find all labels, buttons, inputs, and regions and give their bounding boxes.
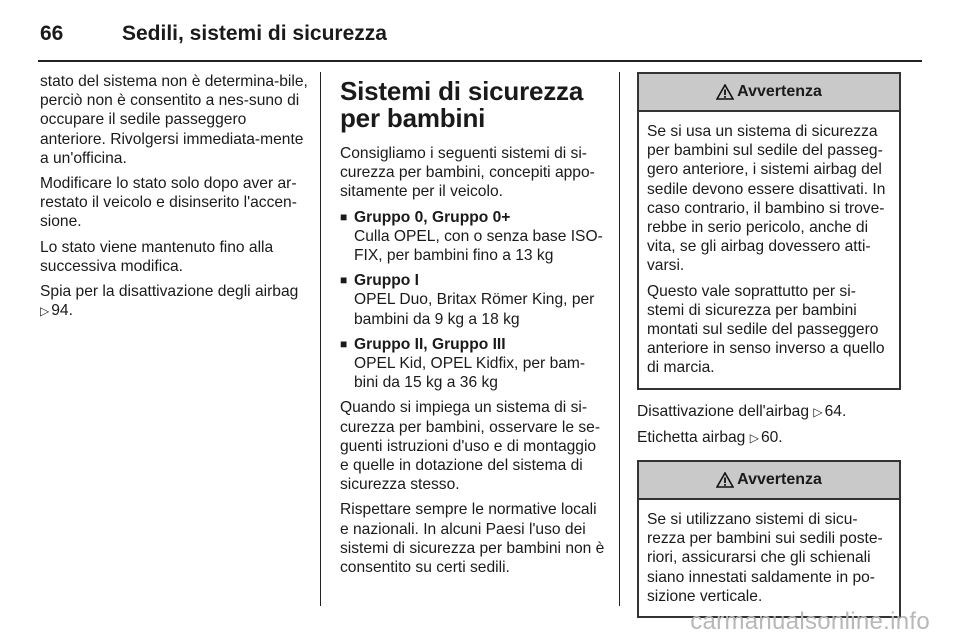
page-ref-arrow-icon: ▷ (749, 430, 759, 445)
list-item-text: OPEL Duo, Britax Römer King, per bambini da 9 kg a 18 kg (354, 291, 595, 328)
column-1 (40, 72, 308, 327)
watermark: carmanualsonline.info (690, 608, 930, 635)
paragraph: Quando si impiega un sistema di si-curezza per bambini, osservare le se-guenti istruzioni d'uso e di montaggio e quelle in dotazione del sistema di sicurezza stesso. (340, 399, 601, 494)
bullet-icon: ■ (340, 273, 348, 288)
page-ref-arrow-icon: ▷ (40, 304, 50, 319)
list-item-text: OPEL Kid, OPEL Kidfix, per bam-bini da 15 kg a 36 kg (354, 355, 586, 392)
warning-triangle-icon (716, 84, 734, 100)
list-item-title: Gruppo 0, Gruppo 0+ (354, 208, 511, 226)
cross-reference-page: 60. (760, 428, 783, 446)
warning-paragraph: Se si usa un sistema di sicurezza per bambini sul sedile del passeg-gero anteriore, i sistemi airbag del sedile devono essere disattivati. In caso contrario, il bambino si trove-rebbe in serio pericolo, anche di vita, se gli airbag dovessero atti-varsi. (647, 123, 886, 275)
section-heading: Sistemi di sicurezza per bambini (340, 76, 584, 133)
list-item-title: Gruppo I (354, 272, 419, 290)
cross-reference[interactable] (40, 282, 308, 321)
warning-paragraph: Questo vale soprattutto per si-stemi di sicurezza per bambini montati sul sedile del passeggero anteriore in senso inverso a quello di marcia. (647, 282, 885, 377)
list-item (340, 335, 606, 393)
page-ref-arrow-icon: ▷ (813, 404, 823, 419)
cross-reference-page: 94. (51, 302, 73, 320)
cross-reference-text: Disattivazione dell'airbag (637, 402, 810, 420)
warning-title: Avvertenza (737, 83, 822, 101)
page-number: 66 (40, 22, 64, 45)
cross-reference[interactable] (637, 402, 901, 422)
bullet-icon: ■ (340, 336, 348, 351)
list-item (340, 208, 606, 266)
warning-paragraph: Se si utilizzano sistemi di sicu-rezza per bambini sui sedili poste-riori, assicurarsi che gli schienali siano innestati saldamente in po-sizione verticale. (647, 511, 883, 605)
list-item (340, 271, 606, 329)
warning-header (639, 74, 899, 112)
header-divider (38, 60, 922, 62)
warning-body (639, 112, 899, 388)
intro-paragraph: Consigliamo i seguenti sistemi di si-curezza per bambini, concepiti appo-sitamente per il veicolo. (340, 145, 595, 201)
column-2 (340, 72, 606, 583)
chapter-title: Sedili, sistemi di sicurezza (122, 22, 387, 45)
paragraph: Lo stato viene mantenuto fino alla successiva modifica. (40, 238, 274, 275)
warning-title: Avvertenza (737, 471, 822, 489)
column-divider-2 (619, 72, 620, 606)
cross-reference-page: 64. (824, 402, 847, 420)
cross-reference-text: Etichetta airbag (637, 428, 746, 446)
paragraph: Modificare lo stato solo dopo aver ar-restato il veicolo e disinserito l'accen-sione. (40, 175, 297, 231)
column-3 (637, 72, 901, 630)
list-item-text: Culla OPEL, con o senza base ISO-FIX, per bambini fino a 13 kg (354, 227, 603, 265)
warning-body (639, 500, 899, 616)
warning-triangle-icon (716, 472, 734, 488)
column-divider-1 (320, 72, 321, 606)
cross-reference-text: Spia per la disattivazione degli airbag (40, 283, 299, 301)
paragraph: stato del sistema non è determina-bile, perciò non è consentito a nes-suno di occupare il sedile passeggero anteriore. Rivolgersi immediata-mente a un'officina. (40, 73, 308, 167)
page-header (40, 16, 387, 52)
warning-box (637, 460, 901, 618)
list-item-title: Gruppo II, Gruppo III (354, 335, 506, 353)
paragraph: Rispettare sempre le normative locali e nazionali. In alcuni Paesi l'uso dei sistemi di sicurezza per bambini non è consentito su certi sedili. (340, 501, 605, 577)
warning-box (637, 72, 901, 390)
bullet-icon: ■ (340, 209, 348, 224)
cross-reference[interactable] (637, 428, 901, 448)
warning-header (639, 462, 899, 500)
